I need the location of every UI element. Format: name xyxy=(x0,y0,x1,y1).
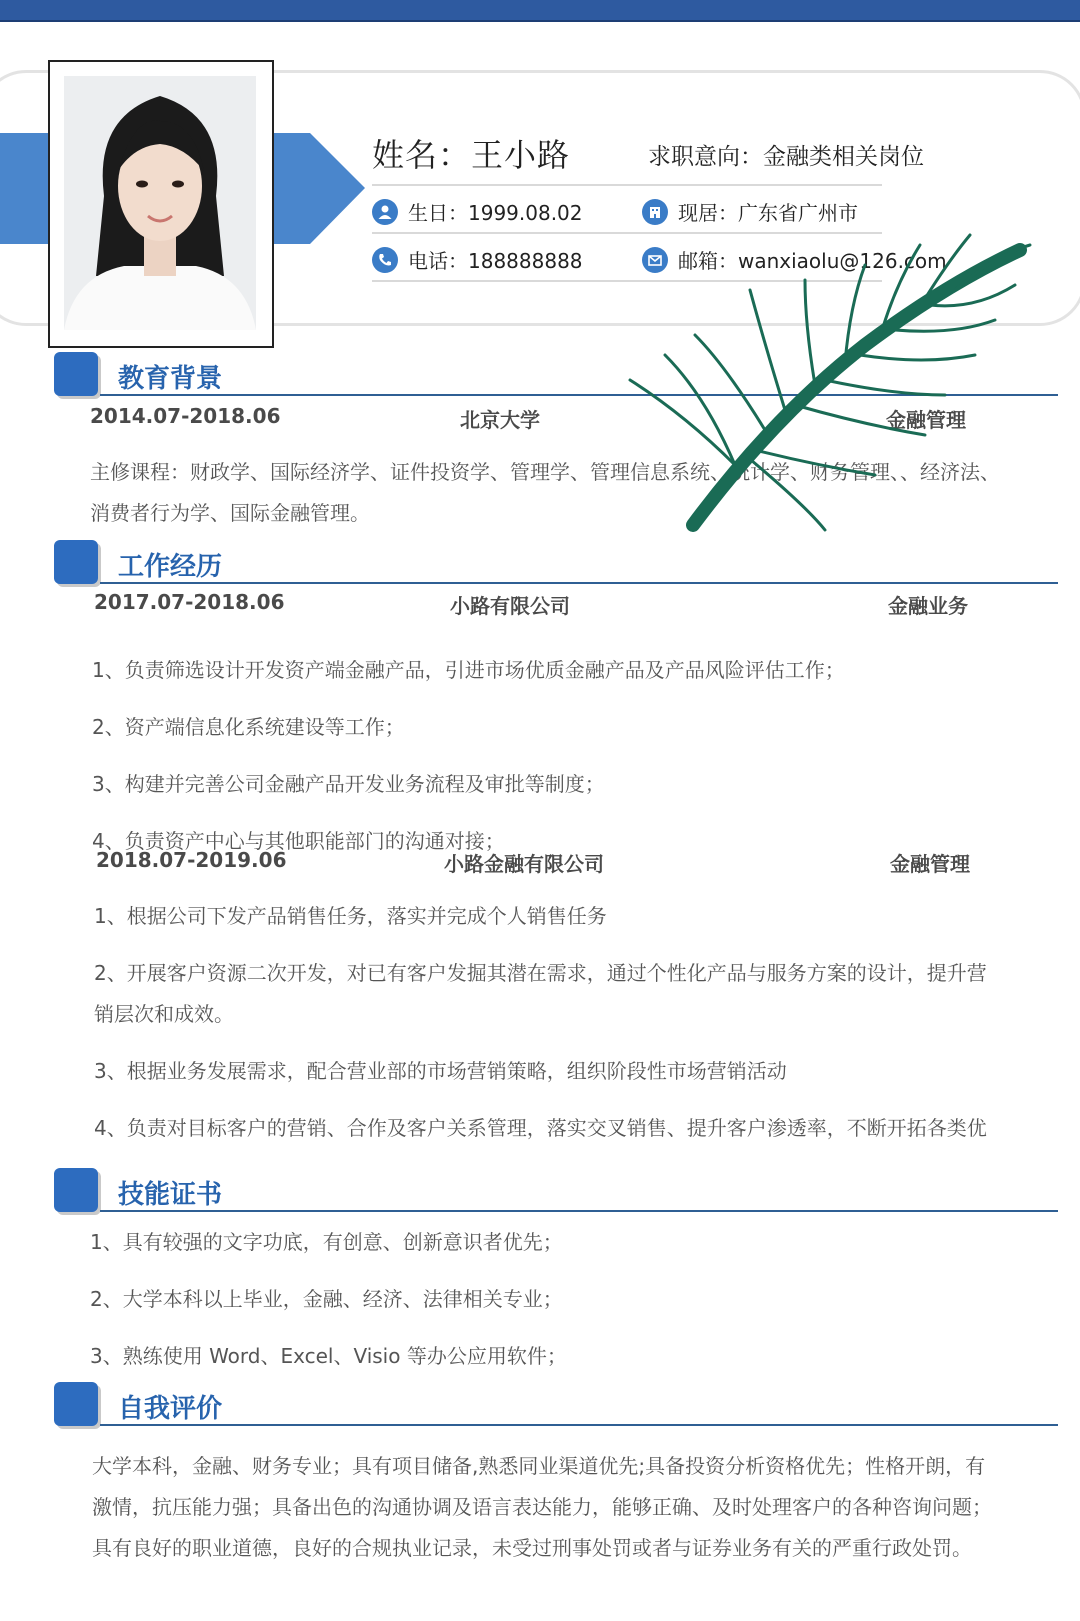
name-label: 姓名：王小路 xyxy=(372,136,571,174)
job-company: 小路有限公司 xyxy=(450,594,570,618)
divider xyxy=(372,184,882,186)
courses-line: 消费者行为学、国际金融管理。 xyxy=(90,501,370,525)
section-rule xyxy=(100,1424,1058,1426)
email-text: 邮箱：wanxiaolu@126.com xyxy=(678,249,947,273)
job-date: 2018.07-2019.06 xyxy=(96,848,287,872)
job-duties xyxy=(92,642,845,870)
section-self-evaluation xyxy=(54,1382,1058,1432)
section-marker xyxy=(54,1382,98,1426)
section-title: 技能证书 xyxy=(118,1180,223,1210)
user-icon xyxy=(372,199,398,225)
section-rule xyxy=(100,1210,1058,1212)
education-school: 北京大学 xyxy=(460,408,540,432)
section-title: 教育背景 xyxy=(118,364,223,394)
top-bar xyxy=(0,0,1080,22)
duty-item: 2、资产端信息化系统建设等工作； xyxy=(92,715,405,739)
duty-item: 2、开展客户资源二次开发，对已有客户发掘其潜在需求，通过个性化产品与服务方案的设计，提升营 xyxy=(94,961,987,985)
job-company: 小路金融有限公司 xyxy=(444,852,604,876)
skills-list xyxy=(90,1214,567,1385)
duty-item: 4、负责资产中心与其他职能部门的沟通对接； xyxy=(92,829,505,853)
skill-item: 3、熟练使用 Word、Excel、Visio 等办公应用软件； xyxy=(90,1344,567,1368)
building-icon xyxy=(642,199,668,225)
section-marker xyxy=(54,352,98,396)
phone-icon xyxy=(372,247,398,273)
section-skills xyxy=(54,1168,1058,1218)
self-eval-line: 激情，抗压能力强；具备出色的沟通协调及语言表达能力，能够正确、及时处理客户的各种咨询问题； xyxy=(92,1495,992,1519)
self-eval-line: 具有良好的职业道德，良好的合规执业记录，未受过刑事处罚或者与证券业务有关的严重行政处罚。 xyxy=(92,1536,972,1560)
courses-line: 主修课程：财政学、国际经济学、证件投资学、管理学、管理信息系统、统计学、财务管理、、经济法、 xyxy=(90,460,1000,484)
job-intent-label: 求职意向：金融类相关岗位 xyxy=(648,144,924,170)
palm-leaf-icon xyxy=(625,225,1045,545)
section-title: 自我评价 xyxy=(118,1394,223,1424)
section-work xyxy=(54,540,1058,590)
profile-photo xyxy=(64,76,256,330)
skill-item: 1、具有较强的文字功底，有创意、创新意识者优先； xyxy=(90,1230,563,1254)
job-role: 金融管理 xyxy=(890,852,970,876)
section-title: 工作经历 xyxy=(118,552,223,582)
job-duties xyxy=(94,896,987,1149)
skill-item: 2、大学本科以上毕业，金融、经济、法律相关专业； xyxy=(90,1287,563,1311)
job-role: 金融业务 xyxy=(888,594,968,618)
phone-item xyxy=(372,245,583,274)
duty-item: 4、负责对目标客户的营销、合作及客户关系管理，落实交叉销售、提升客户渗透率，不断开拓各类优 xyxy=(94,1116,987,1140)
duty-item: 3、根据业务发展需求，配合营业部的市场营销策略，组织阶段性市场营销活动 xyxy=(94,1059,787,1083)
duty-item: 1、根据公司下发产品销售任务，落实并完成个人销售任务 xyxy=(94,904,607,928)
residence-text: 现居：广东省广州市 xyxy=(678,201,858,225)
duty-item: 3、构建并完善公司金融产品开发业务流程及审批等制度； xyxy=(92,772,605,796)
job-date: 2017.07-2018.06 xyxy=(94,590,285,614)
duty-item: 1、负责筛选设计开发资产端金融产品，引进市场优质金融产品及产品风险评估工作； xyxy=(92,658,845,682)
portrait-image xyxy=(64,76,256,330)
birthday-item xyxy=(372,197,583,226)
section-rule xyxy=(100,582,1058,584)
self-eval-line: 大学本科，金融、财务专业；具有项目储备,熟悉同业渠道优先;具备投资分析资格优先；性格开朗，有 xyxy=(92,1454,986,1478)
duty-item: 销层次和成效。 xyxy=(94,1002,234,1026)
section-marker xyxy=(54,540,98,584)
education-major: 金融管理 xyxy=(886,408,966,432)
profile-photo-frame xyxy=(48,60,274,348)
residence-item xyxy=(642,197,858,226)
birthday-text: 生日：1999.08.02 xyxy=(408,201,583,225)
section-marker xyxy=(54,1168,98,1212)
education-date: 2014.07-2018.06 xyxy=(90,404,281,428)
phone-text: 电话：188888888 xyxy=(408,249,583,273)
self-evaluation-text xyxy=(92,1446,992,1569)
